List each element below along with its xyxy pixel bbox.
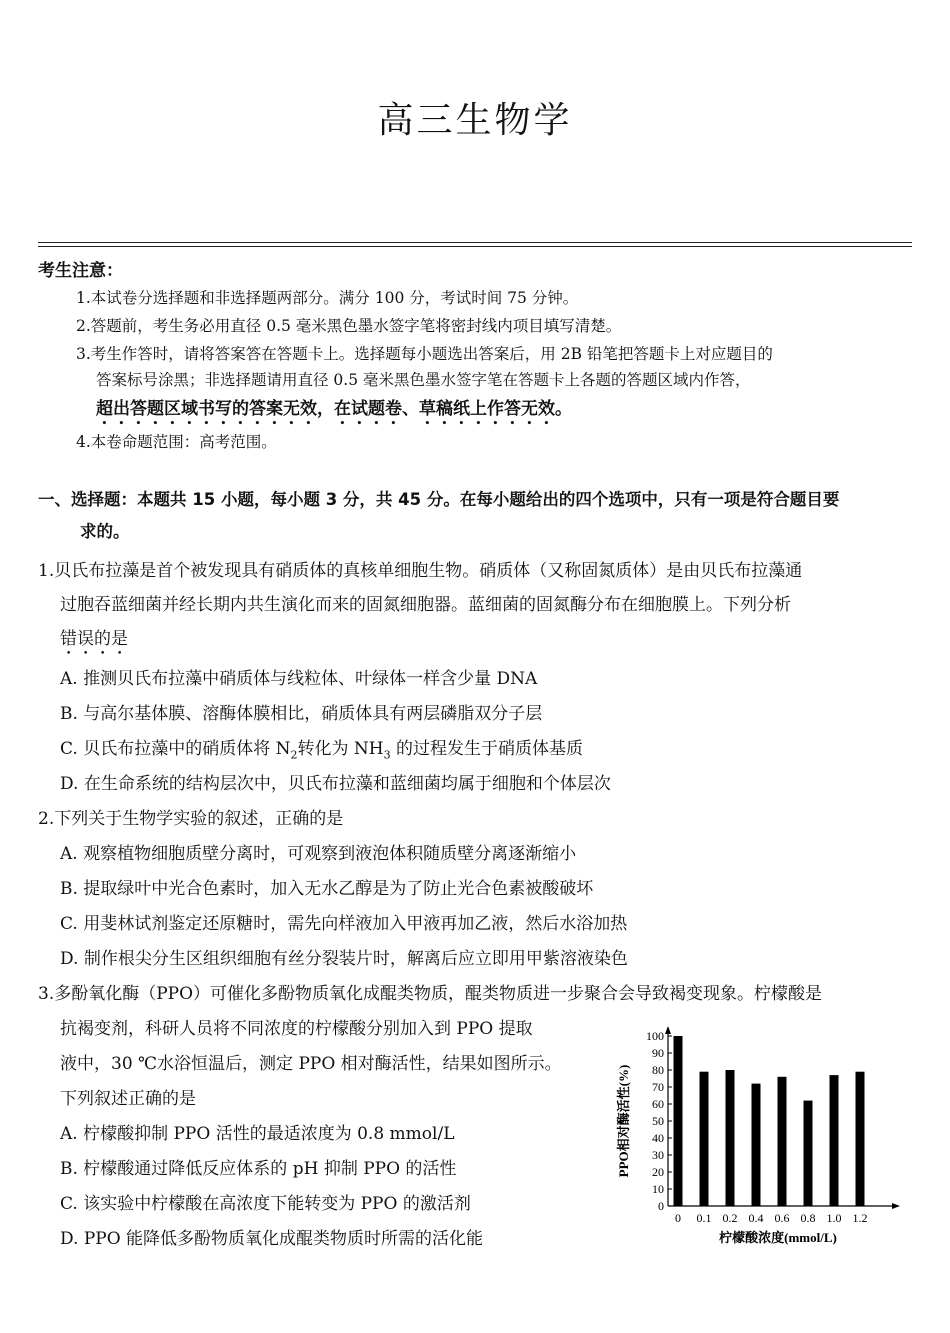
- section-heading-cont: 求的。: [80, 522, 130, 541]
- notice-item-3: 3.考生作答时，请将答案答在答题卡上。选择题每小题选出答案后，用 2B 铅笔把答题卡上对应题目的: [76, 345, 773, 363]
- x-tick-label: 0.6: [774, 1211, 790, 1225]
- q1-option-a: A. 推测贝氏布拉藻中硝质体与线粒体、叶绿体一样含少量 DNA: [60, 669, 538, 689]
- y-tick-label: 100: [646, 1029, 664, 1043]
- bar-chart: [610, 1022, 910, 1252]
- q3-option-d: D. PPO 能降低多酚物质氧化成醌类物质时所需的活化能: [60, 1229, 484, 1249]
- divider-line: [38, 246, 912, 247]
- x-tick-label: 1.0: [826, 1211, 842, 1225]
- q3-option-b: B. 柠檬酸通过降低反应体系的 pH 抑制 PPO 的活性: [60, 1159, 457, 1179]
- bar: [700, 1072, 709, 1206]
- question-1-stem-end: 错误的是: [60, 629, 128, 649]
- q1-option-d: D. 在生命系统的结构层次中，贝氏布拉藻和蓝细菌均属于细胞和个体层次: [60, 774, 611, 794]
- y-tick-label: 0: [658, 1199, 664, 1213]
- x-axis-label: 柠檬酸浓度(mmol/L): [719, 1230, 837, 1245]
- q2-option-c: C. 用斐林试剂鉴定还原糖时，需先向样液加入甲液再加乙液，然后水浴加热: [60, 914, 628, 934]
- notice-item-1: 1.本试卷分选择题和非选择题两部分。满分 100 分，考试时间 75 分钟。: [76, 289, 579, 307]
- x-tick-label: 0: [675, 1211, 681, 1225]
- y-tick-label: 60: [652, 1097, 664, 1111]
- x-tick-label: 0.4: [748, 1211, 764, 1225]
- x-axis-arrow: [892, 1203, 900, 1209]
- bar: [856, 1072, 865, 1206]
- bar: [830, 1075, 839, 1206]
- x-tick-label: 0.2: [722, 1211, 738, 1225]
- x-tick-label: 0.1: [696, 1211, 712, 1225]
- y-axis-label: PPO相对酶活性(%): [616, 1064, 631, 1178]
- y-tick-label: 10: [652, 1182, 664, 1196]
- notice-item-3-cont: 答案标号涂黑；非选择题请用直径 0.5 毫米黑色墨水签字笔在答题卡上各题的答题区域内作答，: [96, 371, 751, 389]
- notice-item-3-emphasis: 超出答题区域书写的答案无效，在试题卷、草稿纸上作答无效。: [96, 399, 572, 419]
- section-heading: 一、选择题：本题共 15 小题，每小题 3 分，共 45 分。在每小题给出的四个选项中，只有一项是符合题目要: [38, 490, 840, 509]
- bar: [752, 1084, 761, 1206]
- page-title: 高三生物学: [377, 100, 573, 141]
- q2-option-b: B. 提取绿叶中光合色素时，加入无水乙醇是为了防止光合色素被酸破坏: [60, 879, 594, 899]
- question-3-stem-cont: 液中，30 ℃水浴恒温后，测定 PPO 相对酶活性，结果如图所示。: [60, 1054, 562, 1074]
- question-3-stem: 3.多酚氧化酶（PPO）可催化多酚物质氧化成醌类物质，醌类物质进一步聚合会导致褐变现象。柠檬酸是: [38, 984, 823, 1004]
- y-tick-label: 90: [652, 1046, 664, 1060]
- y-tick-label: 80: [652, 1063, 664, 1077]
- q1-option-b: B. 与高尔基体膜、溶酶体膜相比，硝质体具有两层磷脂双分子层: [60, 704, 543, 724]
- x-tick-label: 1.2: [852, 1211, 868, 1225]
- y-tick-label: 30: [652, 1148, 664, 1162]
- bar: [804, 1101, 813, 1206]
- x-tick-label: 0.8: [800, 1211, 816, 1225]
- q1-option-c: C. 贝氏布拉藻中的硝质体将 $N_2$转化为 $NH_3$ 的过程发生于硝质体基质: [60, 739, 584, 762]
- y-tick-label: 70: [652, 1080, 664, 1094]
- q2-option-d: D. 制作根尖分生区组织细胞有丝分裂装片时，解离后应立即用甲紫溶液染色: [60, 949, 628, 969]
- y-tick-label: 40: [652, 1131, 664, 1145]
- question-3-stem-end: 下列叙述正确的是: [60, 1089, 196, 1109]
- question-3-stem-cont: 抗褐变剂，科研人员将不同浓度的柠檬酸分别加入到 PPO 提取: [60, 1019, 533, 1039]
- bar: [726, 1070, 735, 1206]
- y-axis-arrow: [665, 1026, 671, 1034]
- question-2-stem: 2.下列关于生物学实验的叙述，正确的是: [38, 809, 344, 829]
- notice-item-2: 2.答题前，考生务必用直径 0.5 毫米黑色墨水签字笔将密封线内项目填写清楚。: [76, 317, 622, 335]
- y-tick-label: 50: [652, 1114, 664, 1128]
- question-1-stem: 1.贝氏布拉藻是首个被发现具有硝质体的真核单细胞生物。硝质体（又称固氮质体）是由贝氏布拉藻通: [38, 561, 803, 581]
- notice-item-4: 4.本卷命题范围：高考范围。: [76, 433, 277, 451]
- divider-line: [38, 242, 912, 243]
- question-1-stem-cont: 过胞吞蓝细菌并经长期内共生演化而来的固氮细胞器。蓝细菌的固氮酶分布在细胞膜上。下列分析: [60, 595, 791, 615]
- bar: [674, 1036, 683, 1206]
- y-tick-label: 20: [652, 1165, 664, 1179]
- bar: [778, 1077, 787, 1206]
- q3-option-a: A. 柠檬酸抑制 PPO 活性的最适浓度为 0.8 mmol/L: [60, 1124, 455, 1144]
- q3-option-c: C. 该实验中柠檬酸在高浓度下能转变为 PPO 的激活剂: [60, 1194, 471, 1214]
- q2-option-a: A. 观察植物细胞质壁分离时，可观察到液泡体积随质壁分离逐渐缩小: [60, 844, 577, 864]
- notice-heading: 考生注意：: [38, 261, 123, 281]
